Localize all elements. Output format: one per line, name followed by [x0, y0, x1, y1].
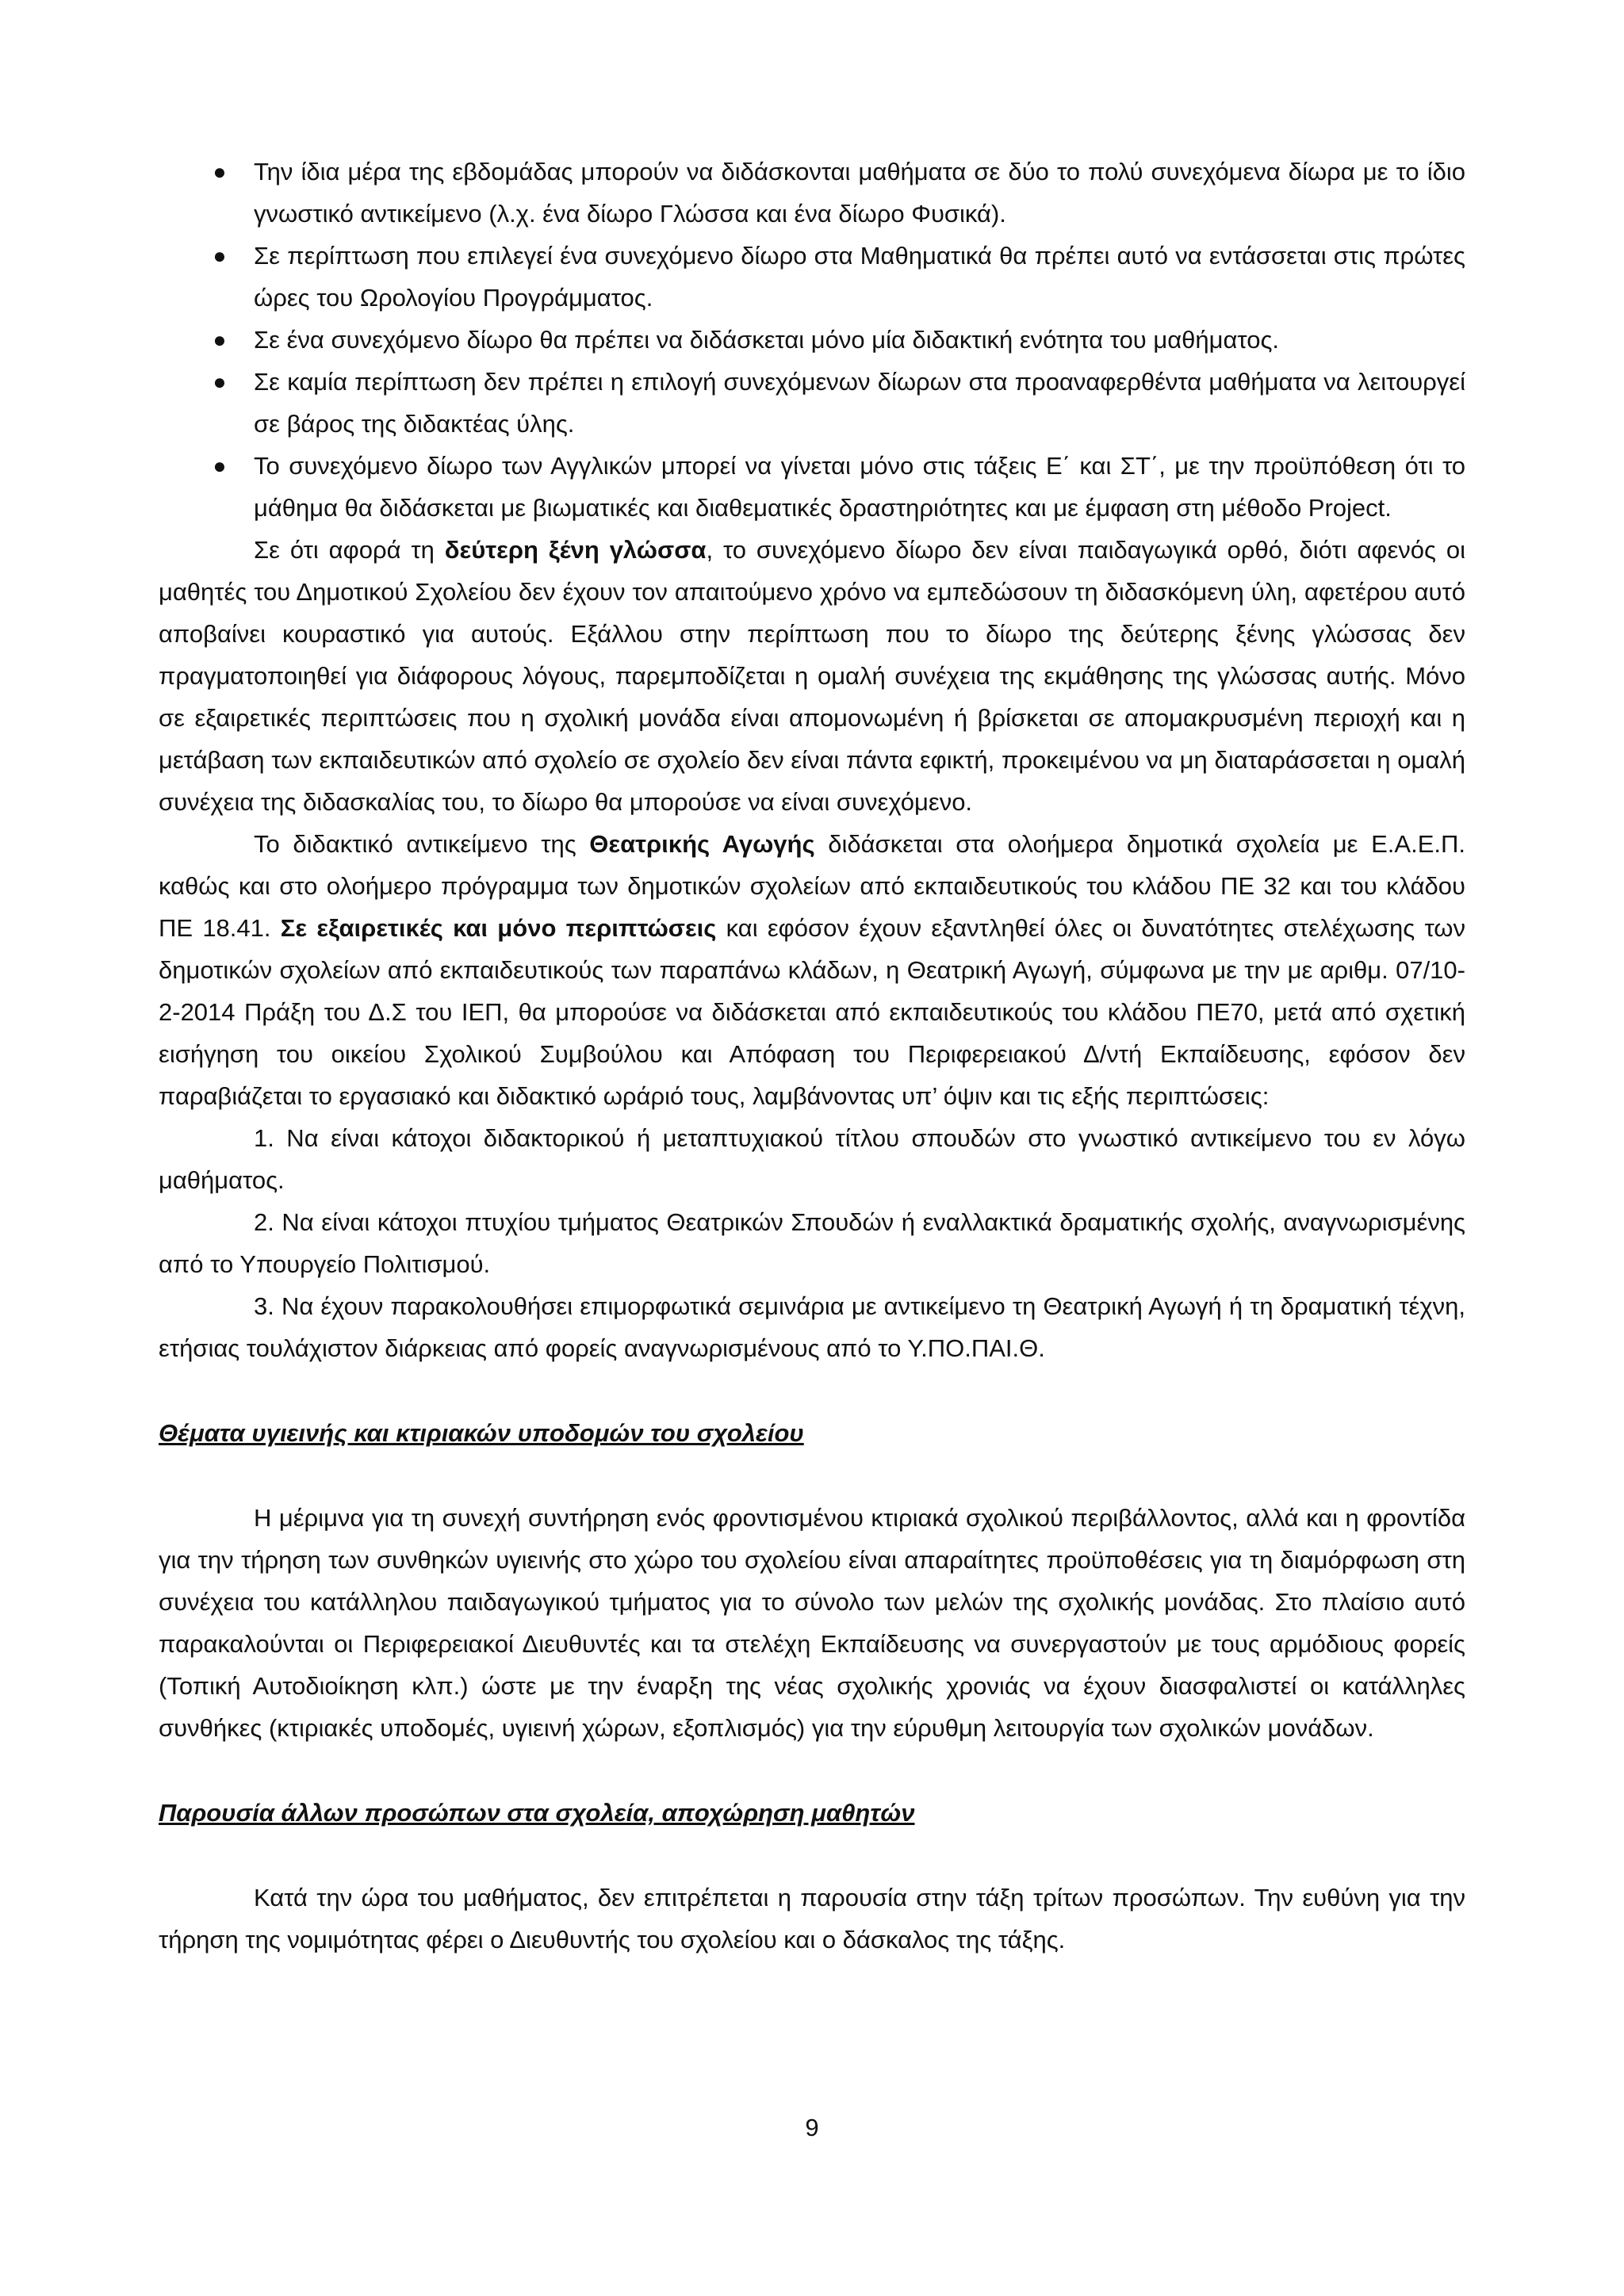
bullet-item [159, 151, 1465, 235]
document-page [159, 151, 1465, 1961]
bullet-item [159, 319, 1465, 361]
bold-term: δεύτερη ξένη γλώσσα [444, 536, 707, 564]
paragraph-presence: Κατά την ώρα του μαθήματος, δεν επιτρέπεται η παρουσία στην τάξη τρίτων προσώπων. Την ευθύνη για την τήρηση της νομιμότητας φέρει ο Διευθυντής του σχολείου και ο δάσκαλος της τάξης. [159, 1884, 1465, 1954]
page-number: 9 [805, 2114, 819, 2141]
bullet-text: Την ίδια μέρα της εβδομάδας μπορούν να διδάσκονται μαθήματα σε δύο το πολύ συνεχόμενα δίωρα με το ίδιο γνωστικό αντικείμενο (λ.χ. ένα δίωρο Γλώσσα και ένα δίωρο Φυσικά). [254, 158, 1465, 228]
section-heading-hygiene: Θέματα υγιεινής και κτιριακών υποδομών του σχολείου [159, 1419, 804, 1447]
paragraph-theater: Το διδακτικό αντικείμενο της Θεατρικής Αγωγής διδάσκεται στα ολοήμερα δημοτικά σχολεία με Ε.Α.Ε.Π. καθώς και στο ολοήμερο πρόγραμμα των δημοτικών σχολείων από εκπαιδευτικούς του κλάδου ΠΕ 32 και του κλάδου ΠΕ 18.41. Σε εξαιρετικές και μόνο περιπτώσεις και εφόσον έχουν εξαντληθεί όλες οι δυνατότητες στελέχωσης των δημοτικών σχολείων από εκπαιδευτικούς των παραπάνω κλάδων, η Θεατρική Αγωγή, σύμφωνα με την με αριθμ. 07/10-2-2014 Πράξη του Δ.Σ του ΙΕΠ, θα μπορούσε να διδάσκεται από εκπαιδευτικούς του κλάδου ΠΕ70, μετά από σχετική εισήγηση του οικείου Σχολικού Συμβούλου και Απόφαση του Περιφερειακού Δ/ντή Εκπαίδευσης, εφόσον δεν παραβιάζεται το εργασιακό και διδακτικό ωράριό τους, λαμβάνοντας υπ’ όψιν και τις εξής περιπτώσεις: [159, 830, 1466, 1110]
paragraph-hygiene: Η μέριμνα για τη συνεχή συντήρηση ενός φροντισμένου κτιριακά σχολικού περιβάλλοντος, αλλά και η φροντίδα για την τήρηση των συνθηκών υγιεινής στο χώρο του σχολείου είναι απαραίτητες προϋποθέσεις για τη διαμόρφωση στη συνέχεια του κατάλληλου παιδαγωγικού τμήματος για το σύνολο των μελών της σχολικής μονάδας. Στο πλαίσιο αυτό παρακαλούνται οι Περιφερειακοί Διευθυντές και τα στελέχη Εκπαίδευσης να συνεργαστούν με τους αρμόδιους φορείς (Τοπική Αυτοδιοίκηση κλπ.) ώστε με την έναρξη της νέας σχολικής χρονιάς να έχουν διασφαλιστεί οι κατάλληλες συνθήκες (κτιριακές υποδομές, υγιεινή χώρων, εξοπλισμός) για την εύρυθμη λειτουργία των σχολικών μονάδων. [159, 1504, 1465, 1742]
bullet-icon: ● [213, 159, 227, 184]
bullet-text: Σε περίπτωση που επιλεγεί ένα συνεχόμενο δίωρο στα Μαθηματικά θα πρέπει αυτό να εντάσσεται στις πρώτες ώρες του Ωρολογίου Προγράμματος. [254, 242, 1465, 312]
bullet-icon: ● [213, 453, 227, 478]
bullet-list [159, 151, 1465, 529]
bullet-item [159, 235, 1465, 319]
numbered-item: 2. Να είναι κάτοχοι πτυχίου τμήματος Θεατρικών Σπουδών ή εναλλακτικά δραματικής σχολής, αναγνωρισμένης από το Υπουργείο Πολιτισμού. [159, 1208, 1465, 1278]
bullet-item [159, 445, 1465, 529]
numbered-item: 3. Να έχουν παρακολουθήσει επιμορφωτικά σεμινάρια με αντικείμενο τη Θεατρική Αγωγή ή τη δραματική τέχνη, ετήσιας τουλάχιστον διάρκειας από φορείς αναγνωρισμένους από το Υ.ΠΟ.ΠΑΙ.Θ. [159, 1292, 1465, 1362]
bullet-item [159, 361, 1465, 445]
section-heading-presence: Παρουσία άλλων προσώπων στα σχολεία, αποχώρηση μαθητών [159, 1799, 915, 1827]
bullet-text: Σε ένα συνεχόμενο δίωρο θα πρέπει να διδάσκεται μόνο μία διδακτική ενότητα του μαθήματος. [254, 326, 1280, 354]
bold-term: Σε εξαιρετικές και μόνο περιπτώσεις [280, 914, 717, 942]
bullet-icon: ● [213, 327, 227, 352]
bullet-icon: ● [213, 369, 227, 394]
bullet-text: Σε καμία περίπτωση δεν πρέπει η επιλογή συνεχόμενων δίωρων στα προαναφερθέντα μαθήματα να λειτουργεί σε βάρος της διδακτέας ύλης. [254, 368, 1465, 438]
bold-term: Θεατρικής Αγωγής [589, 830, 815, 858]
paragraph-second-language: Σε ότι αφορά τη δεύτερη ξένη γλώσσα, το συνεχόμενο δίωρο δεν είναι παιδαγωγικά ορθό, διότι αφενός οι μαθητές του Δημοτικού Σχολείου δεν έχουν τον απαιτούμενο χρόνο να εμπεδώσουν τη διδασκόμενη ύλη, αφετέρου αυτό αποβαίνει κουραστικό για αυτούς. Εξάλλου στην περίπτωση που το δίωρο της δεύτερης ξένης γλώσσας δεν πραγματοποιηθεί για διάφορους λόγους, παρεμποδίζεται η ομαλή συνέχεια της εκμάθησης της γλώσσας αυτής. Μόνο σε εξαιρετικές περιπτώσεις που η σχολική μονάδα είναι απομονωμένη ή βρίσκεται σε απομακρυσμένη περιοχή και η μετάβαση των εκπαιδευτικών από σχολείο σε σχολείο δεν είναι πάντα εφικτή, προκειμένου να μη διαταράσσεται η ομαλή συνέχεια της διδασκαλίας του, το δίωρο θα μπορούσε να είναι συνεχόμενο. [159, 536, 1465, 816]
bullet-text: Το συνεχόμενο δίωρο των Αγγλικών μπορεί να γίνεται μόνο στις τάξεις Ε΄ και ΣΤ΄, με την προϋπόθεση ότι το μάθημα θα διδάσκεται με βιωματικές και διαθεματικές δραστηριότητες και με έμφαση στη μέθοδο Project. [254, 452, 1465, 522]
bullet-icon: ● [213, 243, 227, 268]
numbered-item: 1. Να είναι κάτοχοι διδακτορικού ή μεταπτυχιακού τίτλου σπουδών στο γνωστικό αντικείμενο του εν λόγω μαθήματος. [159, 1124, 1465, 1194]
